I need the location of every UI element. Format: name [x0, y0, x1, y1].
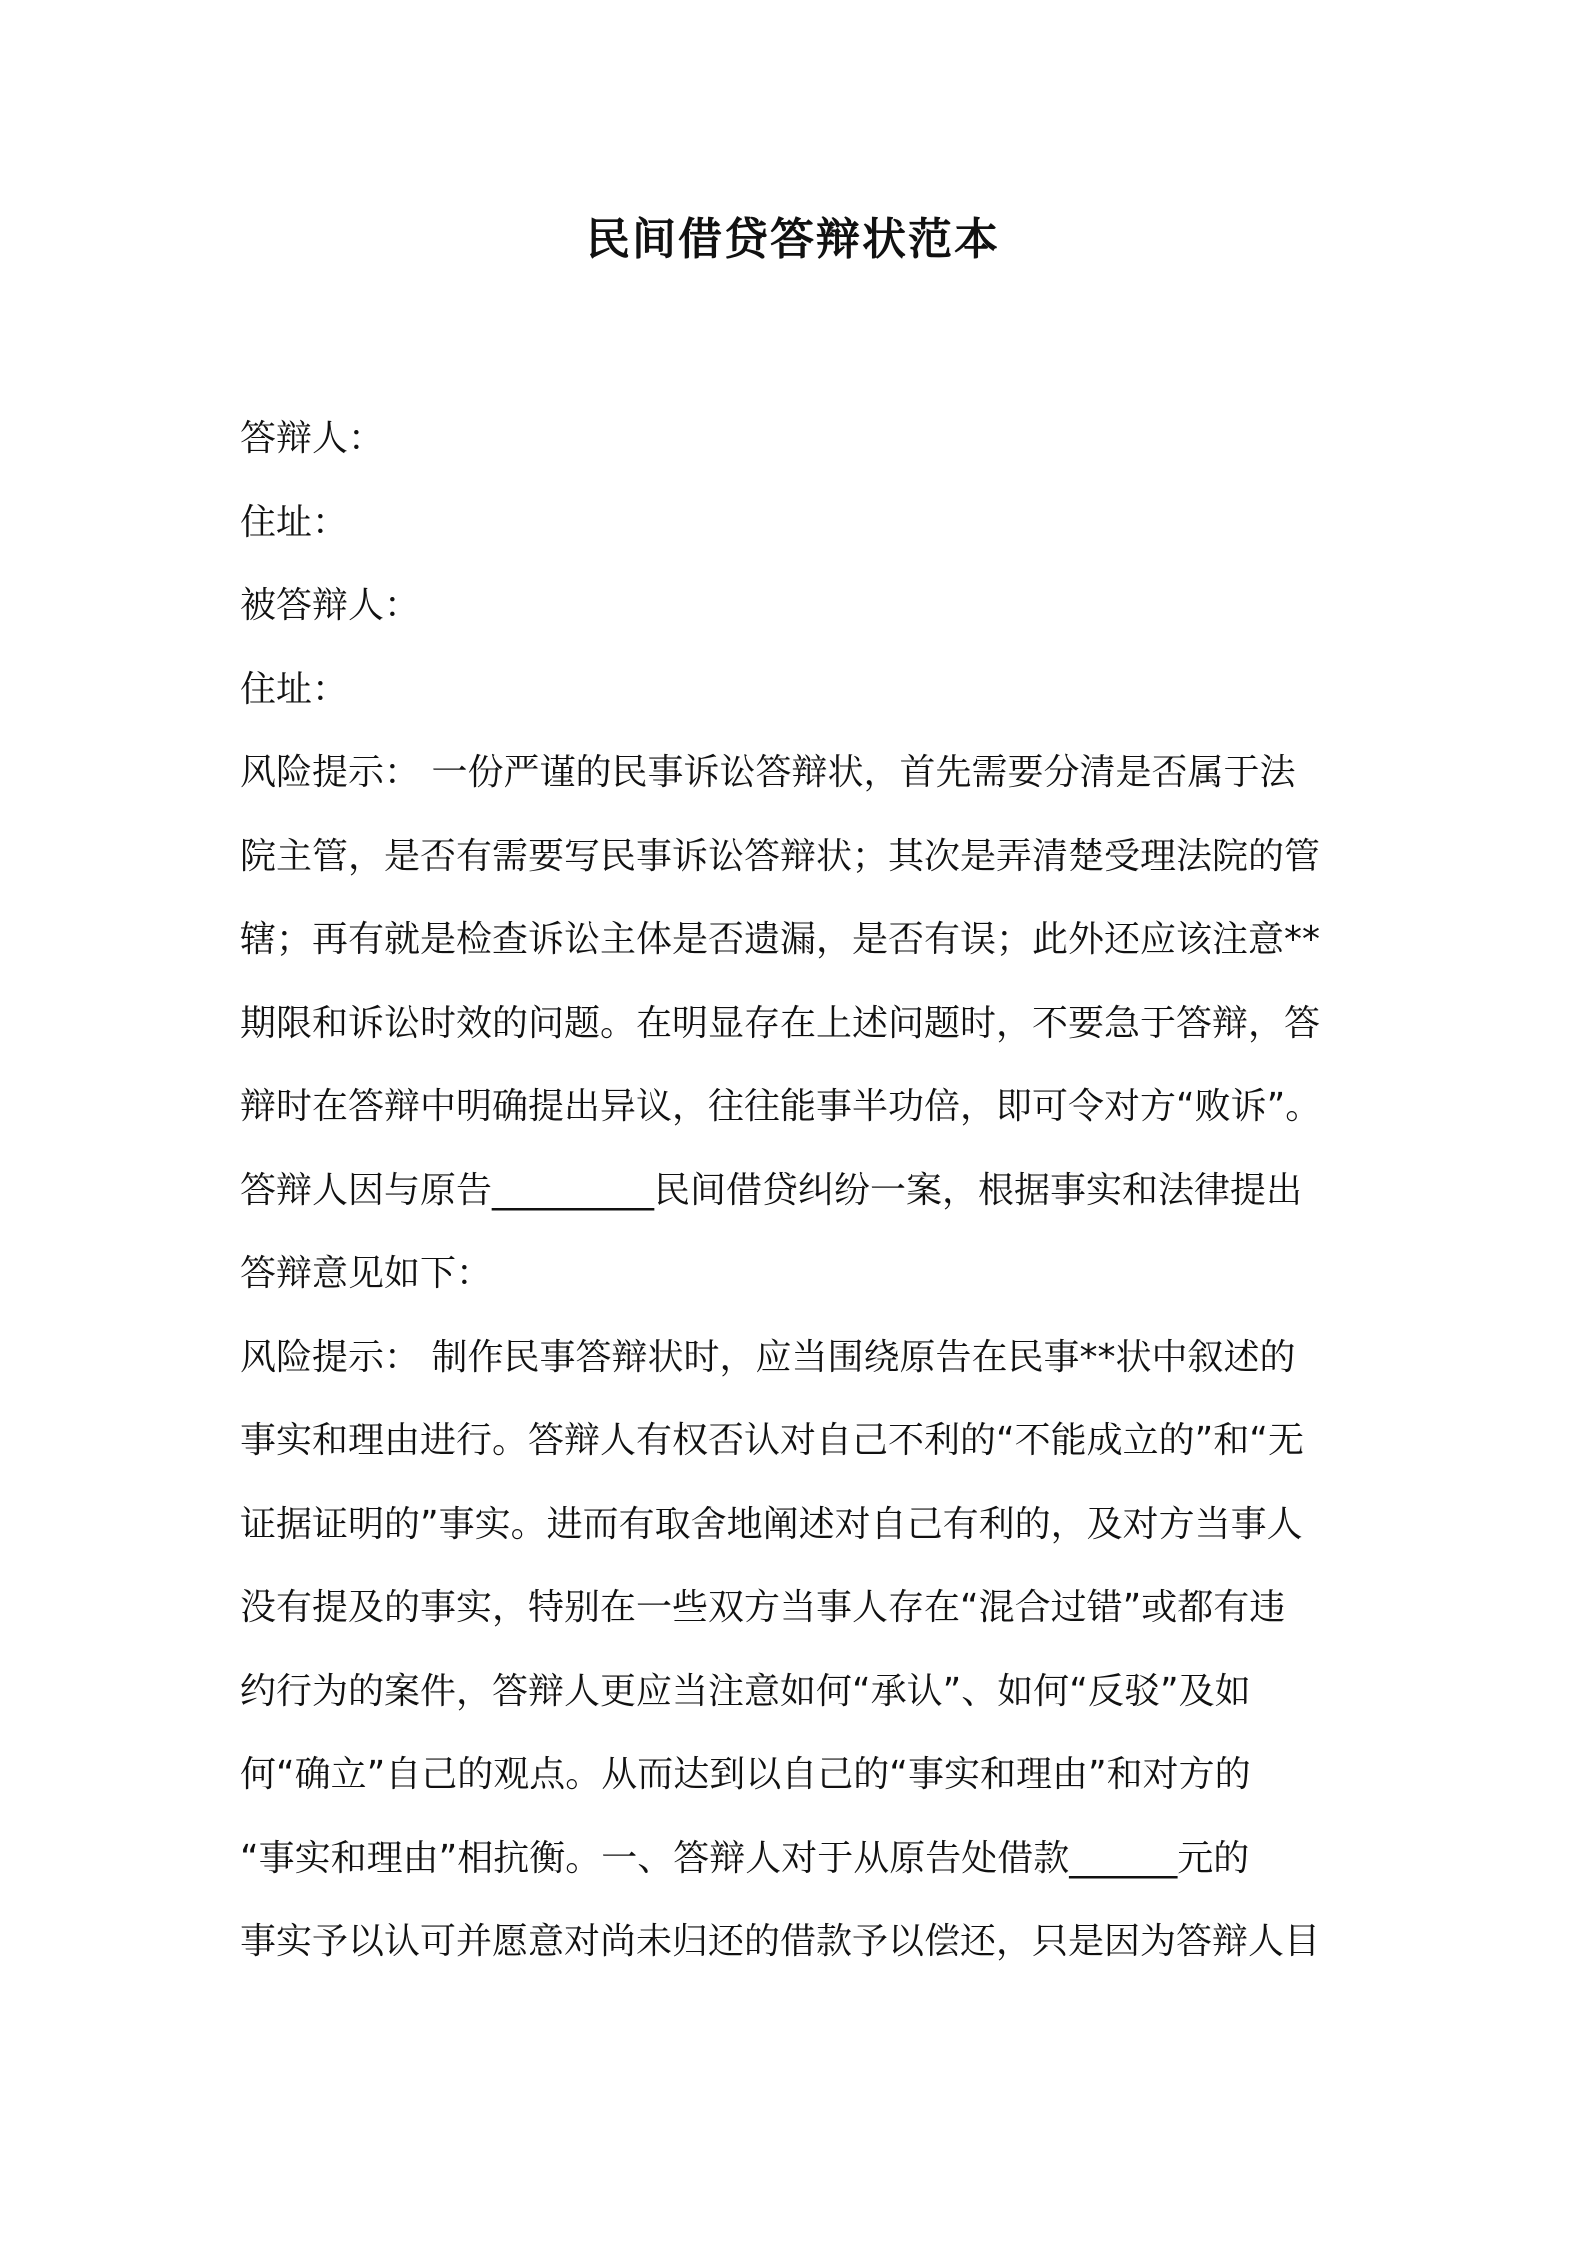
text-line: 住址： [240, 501, 349, 543]
text-line: 约行为的案件，答辩人更应当注意如何“承认”、如何“反驳”及如 [240, 1670, 1251, 1712]
text-line: 风险提示： 制作民事答辩状时，应当围绕原告在民事**状中叙述的 [240, 1336, 1296, 1378]
text-line: 答辩人： [240, 418, 385, 459]
document-title: 民间借贷答辩状范本 [586, 214, 1000, 265]
text-line: 事实和理由进行。答辩人有权否认对自己不利的“不能成立的”和“无 [240, 1420, 1304, 1461]
text-line: 事实予以认可并愿意对尚未归还的借款予以偿还，只是因为答辩人目 [240, 1921, 1321, 1962]
text-line: 没有提及的事实，特别在一些双方当事人存在“混合过错”或都有违 [240, 1587, 1286, 1628]
text-line: 答辩意见如下： [240, 1253, 493, 1294]
text-line: 证据证明的”事实。进而有取舍地阐述对自己有利的，及对方当事人 [240, 1503, 1303, 1545]
text-line: 院主管，是否有需要写民事诉讼答辩状；其次是弄清楚受理法院的管 [240, 835, 1321, 877]
document-body [240, 403, 1360, 1990]
text-line: 住址： [240, 668, 349, 710]
text-line: “事实和理由”相抗衡。一、答辩人对于从原告处借款______元的 [240, 1837, 1250, 1879]
text-line: 答辩人因与原告_________民间借贷纠纷一案，根据事实和法律提出 [240, 1169, 1303, 1211]
text-line: 何“确立”自己的观点。从而达到以自己的“事实和理由”和对方的 [240, 1754, 1251, 1795]
text-line: 辩时在答辩中明确提出异议，往往能事半功倍，即可令对方“败诉”。 [240, 1086, 1322, 1127]
text-line: 被答辩人： [240, 585, 421, 626]
text-line: 期限和诉讼时效的问题。在明显存在上述问题时，不要急于答辩，答 [240, 1002, 1321, 1044]
text-line: 辖；再有就是检查诉讼主体是否遗漏，是否有误；此外还应该注意** [240, 919, 1321, 960]
text-line: 风险提示： 一份严谨的民事诉讼答辩状，首先需要分清是否属于法 [240, 752, 1296, 793]
